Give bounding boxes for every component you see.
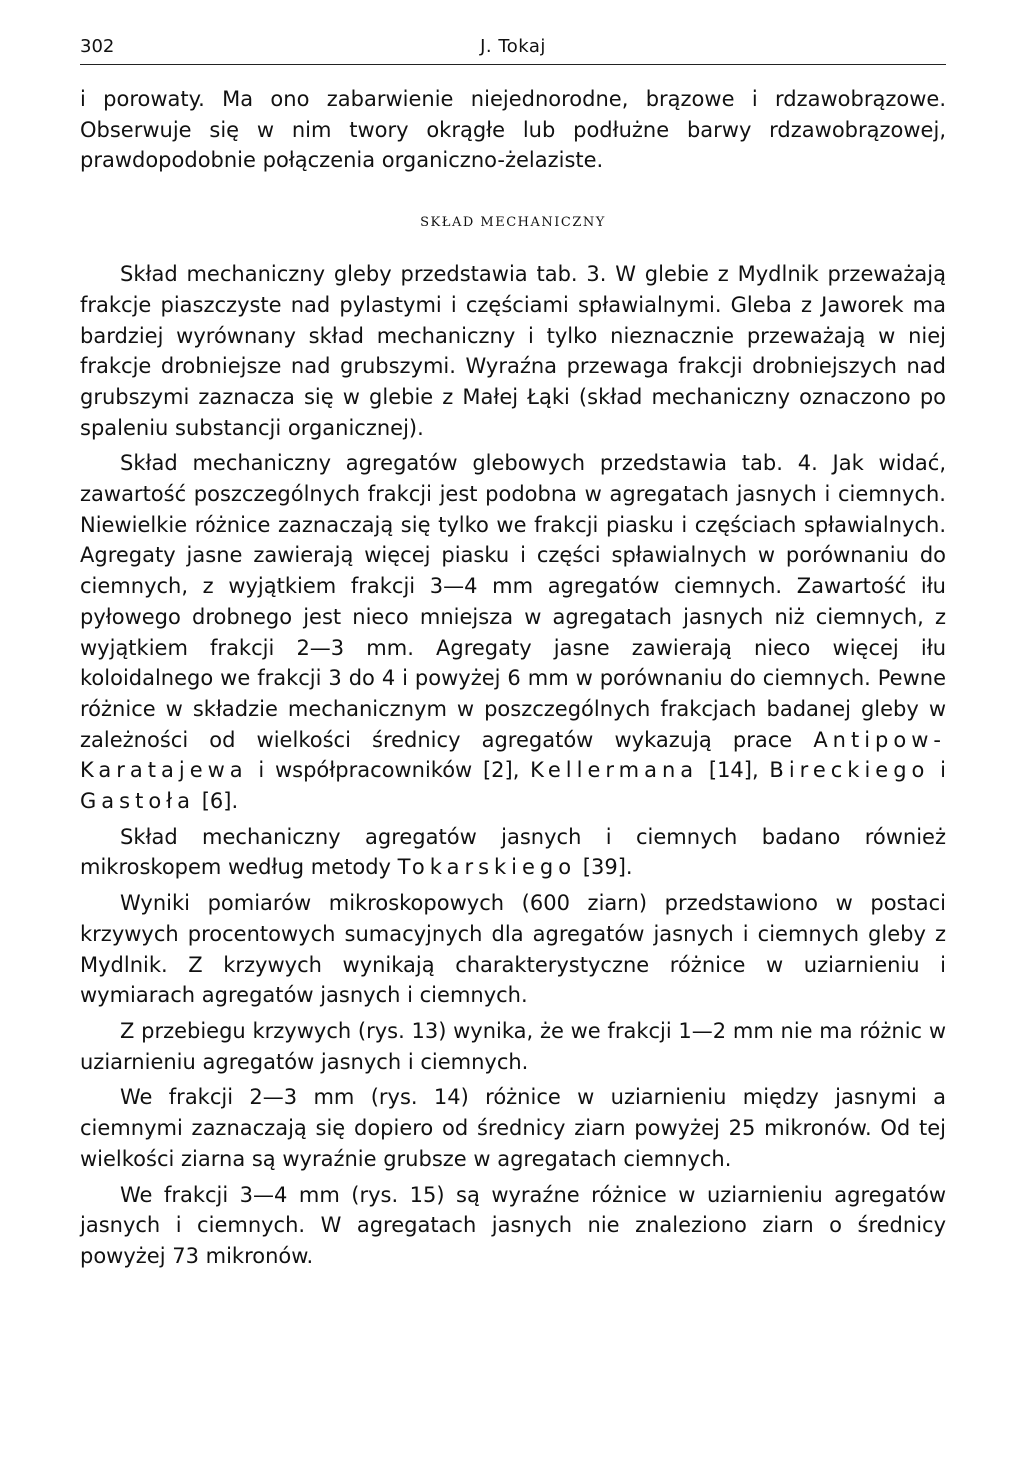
paragraph-aggregate-texture — [80, 448, 946, 816]
paragraph-text: [6]. — [201, 789, 239, 814]
paragraph-text: Skład mechaniczny agregatów jasnych i ciemnych badano również mikroskopem według metody — [80, 824, 946, 880]
paragraph-text: [14], — [708, 758, 759, 783]
paragraph-microscope-method — [80, 822, 946, 883]
paragraph-fraction-1-2: Z przebiegu krzywych (rys. 13) wynika, że we frakcji 1—2 mm nie ma różnic w uziarnieniu agregatów jasnych i ciemnych. — [80, 1018, 946, 1074]
section-heading: SKŁAD MECHANICZNY — [420, 215, 606, 231]
paragraph-text: Skład mechaniczny agregatów glebowych przedstawia tab. 4. Jak widać, zawartość poszczególnych frakcji jest podobna w agregatach jasnych i ciemnych. Niewielkie różnice zaznaczają się tylko we frakcji piasku i częściach spławialnych. Agregaty jasne zawierają więcej piasku i części spławialnych w porównaniu do ciemnych, z wyjątkiem frakcji 3—4 mm agregatów ciemnych. Zawartość iłu pyłowego drobnego jest nieco mniejsza w agregatach jasnych niż ciemnych, z wyjątkiem frakcji 2—3 mm. Agregaty jasne zawierają nieco więcej iłu koloidalnego we frakcji 3 do 4 i powyżej 6 mm w porównaniu do ciemnych. Pewne różnice w składzie mechanicznym w poszczególnych frakcjach badanej gleby w zależności od wielkości średnicy agregatów wykazują prace — [80, 451, 946, 752]
paragraph-text: i współpracowników [2], — [258, 758, 520, 783]
body-text — [80, 84, 946, 1272]
paragraph-soil-texture: Skład mechaniczny gleby przedstawia tab. 3. W glebie z Mydlnik przeważają frakcje piaszczyste nad pylastymi i częściami spławialnymi. Gleba z Jaworek ma bardziej wyrównany skład mechaniczny i tylko nieznacznie przeważają w niej frakcje drobniejsze nad grubszymi. Wyraźna przewaga frakcji drobniejszych nad grubszymi zaznacza się w glebie z Małej Łąki (skład mechaniczny oznaczono po spaleniu substancji organicznej). — [80, 262, 946, 440]
paragraph-fraction-2-3: We frakcji 2—3 mm (rys. 14) różnice w uziarnieniu między jasnymi a ciemnymi zaznaczają się dopiero od średnicy ziarn powyżej 25 mikronów. Od tej wielkości ziarna są wyraźnie grubsze w agregatach ciemnych. — [80, 1085, 946, 1171]
running-header — [80, 30, 946, 64]
cited-author: Kellermana — [530, 758, 699, 783]
cited-author: Antipow-Karatajewa — [80, 727, 946, 783]
cited-author: Bireckiego — [769, 758, 930, 783]
header-rule — [80, 64, 946, 65]
paragraph-text: i — [940, 758, 946, 783]
paragraph-continued: i porowaty. Ma ono zabarwienie niejednorodne, brązowe i rdzawobrązowe. Obserwuje się w nim twory okrągłe lub podłużne barwy rdzawobrązowej, prawdopodobnie połączenia organiczno-żelaziste. — [80, 87, 946, 173]
paragraph-text: [39]. — [582, 855, 633, 880]
paragraph-measurements: Wyniki pomiarów mikroskopowych (600 ziarn) przedstawiono w postaci krzywych procentowych sumacyjnych dla agregatów jasnych i ciemnych gleby z Mydlnik. Z krzywych wynikają charakterystyczne różnice w uziarnieniu i wymiarach agregatów jasnych i ciemnych. — [80, 891, 946, 1008]
cited-author: Gastoła — [80, 789, 196, 814]
page-number: 302 — [80, 36, 115, 57]
running-author: J. Tokaj — [480, 36, 546, 57]
paragraph-fraction-3-4: We frakcji 3—4 mm (rys. 15) są wyraźne różnice w uziarnieniu agregatów jasnych i ciemnych. W agregatach jasnych nie znaleziono ziarn o średnicy powyżej 73 mikronów. — [80, 1182, 946, 1268]
cited-author: Tokarskiego — [397, 855, 577, 880]
